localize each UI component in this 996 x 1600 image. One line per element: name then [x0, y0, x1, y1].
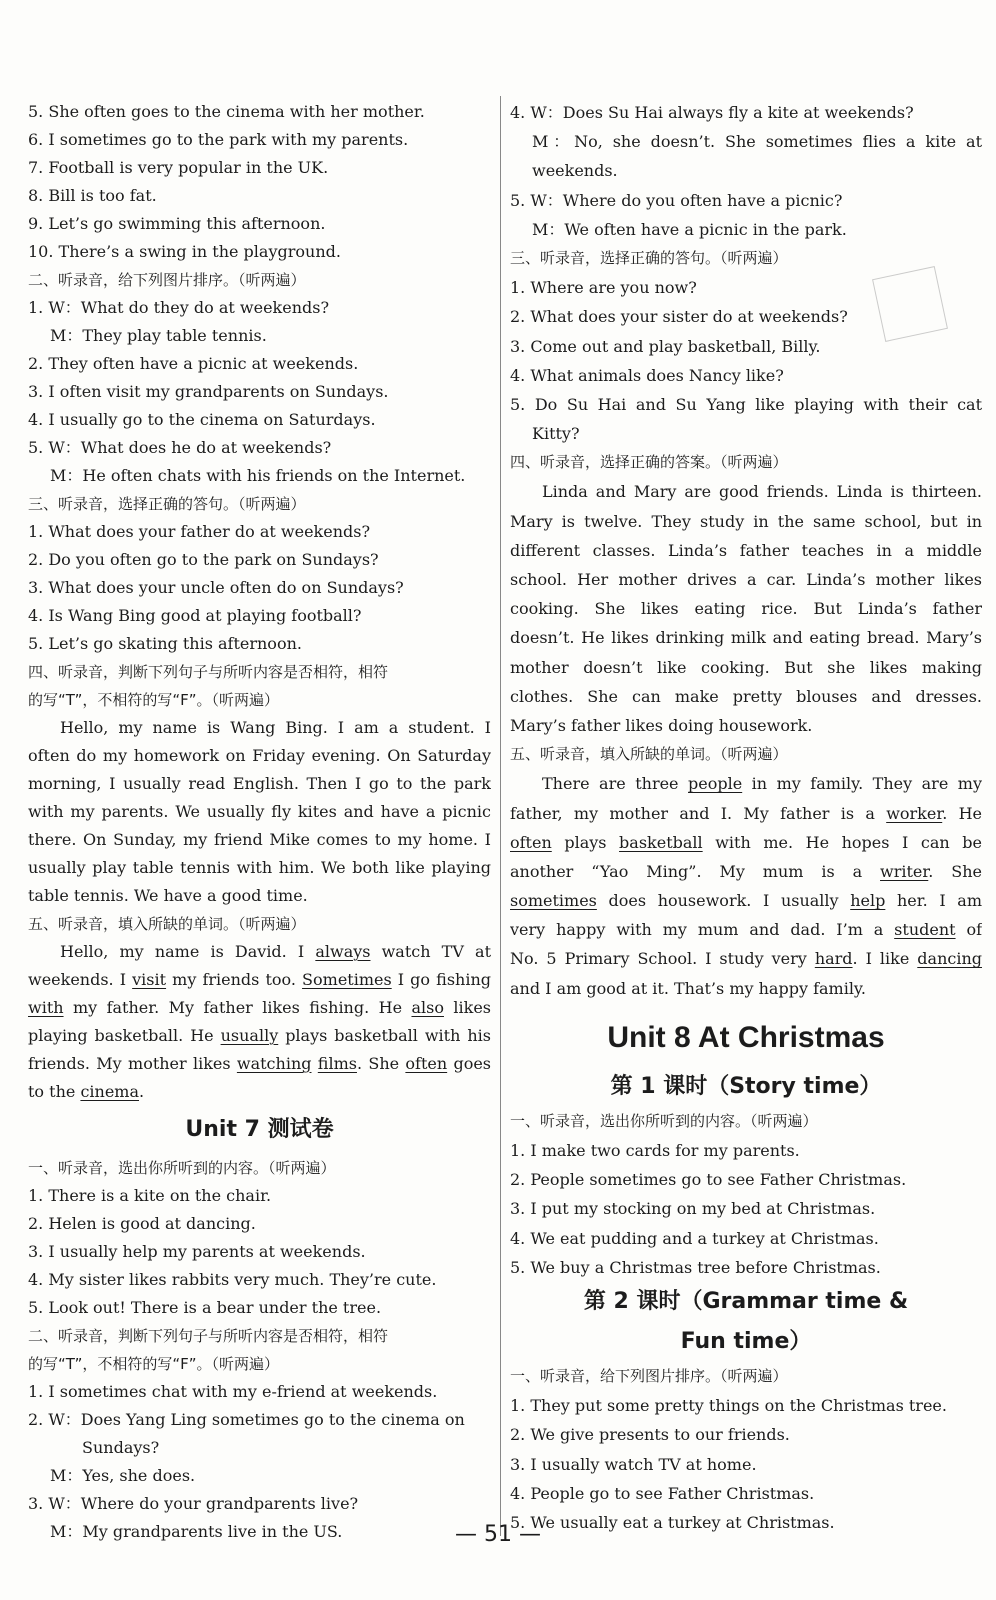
passage-line: different classes. Linda’s father teaches in a middle [510, 540, 982, 560]
list-item: 5. We buy a Christmas tree before Christmas. [510, 1257, 881, 1277]
list-item: 2. What does your sister do at weekends? [510, 307, 848, 327]
lesson2-title-line1: 第 2 课时（Grammar time & [583, 1288, 909, 1314]
passage-line [510, 886, 982, 915]
section-heading: 三、听录音，选择正确的答句。（听两遍） [510, 248, 788, 267]
list-item: 3. I often visit my grandparents on Sundays. [28, 382, 389, 401]
text: playing basketball. He [28, 1026, 221, 1045]
passage-line [28, 938, 491, 966]
passage-line: usually play table tennis with him. We both like playing [28, 858, 491, 877]
answer-word: films [317, 1054, 357, 1073]
list-item: 7. Football is very popular in the UK. [28, 158, 329, 177]
section-heading: 二、听录音，给下列图片排序。（听两遍） [28, 271, 306, 289]
answer-word: Sometimes [302, 970, 392, 989]
passage-line [28, 1050, 491, 1078]
text: plays basketball with his [278, 1026, 491, 1045]
list-item: 3. What does your uncle often do on Sundays? [28, 578, 404, 597]
passage-line: school. Her mother drives a car. Linda’s mother likes [510, 570, 982, 589]
passage-line [510, 828, 982, 857]
list-item: 5. Let’s go skating this afternoon. [28, 634, 302, 653]
list-item: M：We often have a picnic in the park. [532, 219, 847, 239]
section-heading: 五、听录音，填入所缺的单词。（听两遍） [510, 745, 788, 764]
text: in my family. They are my [742, 774, 982, 794]
text: my friends too. [166, 970, 303, 989]
section-heading: 四、听录音，判断下列句子与所听内容是否相符，相符 [28, 663, 389, 681]
passage-line: Mary is twelve. They study in the same school, but in [510, 511, 982, 531]
text: . [139, 1082, 145, 1101]
text: No. 5 Primary School. I study very [510, 949, 815, 969]
list-item: 3. W：Where do your grandparents live? [28, 1494, 359, 1513]
text: father, my mother and I. My father is a [510, 803, 887, 823]
list-item: 5. Do Su Hai and Su Yang like playing with their cat [510, 394, 982, 414]
list-item: 2. Do you often go to the park on Sundays? [28, 550, 379, 569]
passage-line [510, 915, 982, 944]
section-heading: 三、听录音，选择正确的答句。（听两遍） [28, 495, 306, 513]
text: my father. My father likes fishing. He [63, 998, 412, 1017]
list-item: 4. I usually go to the cinema on Saturdays. [28, 410, 376, 429]
passage-line: Linda and Mary are good friends. Linda is thirteen. [542, 482, 982, 502]
list-item: 5. She often goes to the cinema with her mother. [28, 102, 425, 121]
answer-word: dancing [917, 949, 982, 969]
list-item: 4. W：Does Su Hai always fly a kite at weekends? [510, 103, 914, 122]
passage-line: morning, I usually read English. Then I go to the park [28, 774, 491, 793]
list-item: weekends. [532, 161, 618, 181]
answer-word: with [28, 998, 64, 1017]
list-item: M：Yes, she does. [50, 1466, 196, 1485]
passage-line [28, 1078, 491, 1106]
passage-line [28, 1022, 491, 1050]
text: of [955, 920, 982, 940]
list-item: 5. We usually eat a turkey at Christmas. [510, 1512, 835, 1532]
lesson1-title: 第 1 课时（Story time） [610, 1073, 882, 1099]
list-item: 1. What does your father do at weekends? [28, 522, 371, 541]
passage-line: there. On Sunday, my friend Mike comes to my home. I [28, 830, 491, 849]
answer-word: help [850, 891, 886, 911]
list-item: 8. Bill is too fat. [28, 186, 157, 205]
list-item: 1. Where are you now? [510, 278, 697, 298]
list-item: 2. People sometimes go to see Father Christmas. [510, 1170, 907, 1190]
answer-word: people [688, 774, 743, 794]
text: does housework. I usually [596, 891, 851, 911]
passage-line: Mary’s father likes doing housework. [510, 715, 813, 735]
list-item: 4. My sister likes rabbits very much. They’re cute. [28, 1270, 437, 1289]
list-item: 3. I usually watch TV at home. [510, 1454, 757, 1474]
list-item: 1. I make two cards for my parents. [510, 1141, 800, 1160]
list-item: 2. They often have a picnic at weekends. [28, 354, 359, 373]
answer-word: hard [814, 949, 853, 969]
passage-line [510, 769, 982, 798]
text: her. I am [885, 891, 982, 911]
answer-word: visit [132, 970, 167, 989]
text: very happy with my mum and dad. I’m a [510, 920, 895, 940]
answer-word: sometimes [510, 891, 597, 911]
text: I go fishing [391, 970, 491, 989]
text: . He [942, 803, 982, 823]
answer-word: student [894, 920, 956, 940]
text: . She [356, 1054, 406, 1073]
list-item: 2. Helen is good at dancing. [28, 1214, 256, 1233]
passage-line: clothes. She can make pretty blouses and dresses. [510, 686, 982, 706]
list-item: 5. W：Where do you often have a picnic? [510, 190, 843, 210]
section-heading: 的写“T”，不相符的写“F”。（听两遍） [28, 691, 280, 709]
list-item: 4. What animals does Nancy like? [510, 365, 784, 385]
section-heading: 二、听录音，判断下列句子与所听内容是否相符，相符 [28, 1327, 389, 1345]
passage-line [28, 966, 491, 994]
text: plays [551, 832, 620, 852]
text: . She [928, 861, 982, 881]
answer-word: usually [220, 1026, 279, 1045]
list-item: 1. There is a kite on the chair. [28, 1186, 272, 1205]
section-heading: 四、听录音，选择正确的答案。（听两遍） [510, 453, 788, 472]
list-item: 4. We eat pudding and a turkey at Christmas. [510, 1228, 879, 1248]
list-item: 3. I usually help my parents at weekends. [28, 1242, 366, 1261]
list-item: 5. W：What does he do at weekends? [28, 438, 332, 457]
section-heading: 的写“T”，不相符的写“F”。（听两遍） [28, 1355, 280, 1373]
section-heading: 一、听录音，给下列图片排序。（听两遍） [510, 1366, 788, 1385]
text: to the [28, 1082, 81, 1101]
answer-word: often [405, 1054, 448, 1073]
passage-line [28, 994, 491, 1022]
passage-line [510, 944, 982, 973]
right-column [510, 98, 982, 1537]
text: another “Yao Ming”. My mum is a [510, 861, 881, 881]
list-item: 5. Look out! There is a bear under the tree. [28, 1298, 382, 1317]
text: There are three [542, 774, 689, 794]
text: likes [443, 998, 491, 1017]
list-item: 4. People go to see Father Christmas. [510, 1483, 815, 1503]
passage-line: cooking. She likes eating rice. But Linda’s father [510, 599, 982, 619]
list-item: 1. I sometimes chat with my e-friend at weekends. [28, 1382, 438, 1401]
text: friends. My mother likes [28, 1054, 237, 1073]
answer-word: always [315, 942, 371, 961]
text: weekends. I [28, 970, 133, 989]
list-item: 2. We give presents to our friends. [510, 1425, 790, 1445]
section-heading: 一、听录音，选出你所听到的内容。（听两遍） [28, 1159, 336, 1177]
answer-word: basketball [619, 832, 703, 852]
page-number: — 51 — [455, 1522, 541, 1547]
text: watch TV at [370, 942, 491, 961]
text: . I like [852, 949, 918, 969]
passage-line: and I am good at it. That’s my happy family. [510, 978, 866, 998]
text: with me. He hopes I can be [702, 832, 982, 852]
list-item: M：He often chats with his friends on the Internet. [50, 466, 466, 485]
list-item: 2. W：Does Yang Ling sometimes go to the cinema on [28, 1410, 465, 1429]
answer-word: watching [236, 1054, 312, 1073]
list-item: 3. I put my stocking on my bed at Christmas. [510, 1199, 876, 1219]
passage-line: mother doesn’t like cooking. But she likes making [510, 657, 982, 677]
text: Hello, my name is David. I [60, 942, 316, 961]
unit7-title: Unit 7 测试卷 [185, 1117, 334, 1142]
list-item: 3. Come out and play basketball, Billy. [510, 336, 821, 356]
passage-line [510, 799, 982, 828]
section-heading: 一、听录音，选出你所听到的内容。（听两遍） [510, 1111, 818, 1130]
answer-word: writer [880, 861, 929, 881]
list-item: 4. Is Wang Bing good at playing football? [28, 606, 362, 625]
section-heading: 五、听录音，填入所缺的单词。（听两遍） [28, 915, 306, 933]
list-item: 1. They put some pretty things on the Christmas tree. [510, 1396, 947, 1416]
column-divider [500, 96, 501, 1536]
list-item: Kitty? [532, 424, 580, 444]
list-item: M：My grandparents live in the US. [50, 1522, 343, 1541]
list-item: 9. Let’s go swimming this afternoon. [28, 214, 326, 233]
answer-word: cinema [80, 1082, 139, 1101]
passage-line [510, 857, 982, 886]
passage-line: with my parents. We usually fly kites and have a picnic [28, 802, 491, 821]
passage-line: table tennis. We have a good time. [28, 886, 308, 905]
list-item: 6. I sometimes go to the park with my parents. [28, 130, 409, 149]
left-column [28, 98, 491, 1546]
lesson2-title-line2: Fun time） [680, 1328, 812, 1354]
list-item: Sundays? [82, 1438, 160, 1457]
answer-word: also [411, 998, 444, 1017]
answer-word: often [510, 832, 552, 852]
list-item: 10. There’s a swing in the playground. [28, 242, 341, 261]
passage-line: doesn’t. He likes drinking milk and eating bread. Mary’s [510, 628, 982, 648]
list-item: 1. W：What do they do at weekends? [28, 298, 330, 317]
list-item: M：No, she doesn’t. She sometimes flies a kite at [532, 132, 982, 152]
list-item: M：They play table tennis. [50, 326, 267, 345]
passage-line: often do my homework on Friday evening. On Saturday [28, 746, 491, 765]
answer-word: worker [886, 803, 943, 823]
passage-line: Hello, my name is Wang Bing. I am a student. I [60, 718, 491, 737]
text: goes [447, 1054, 491, 1073]
unit8-title: Unit 8 At Christmas [607, 1020, 885, 1054]
